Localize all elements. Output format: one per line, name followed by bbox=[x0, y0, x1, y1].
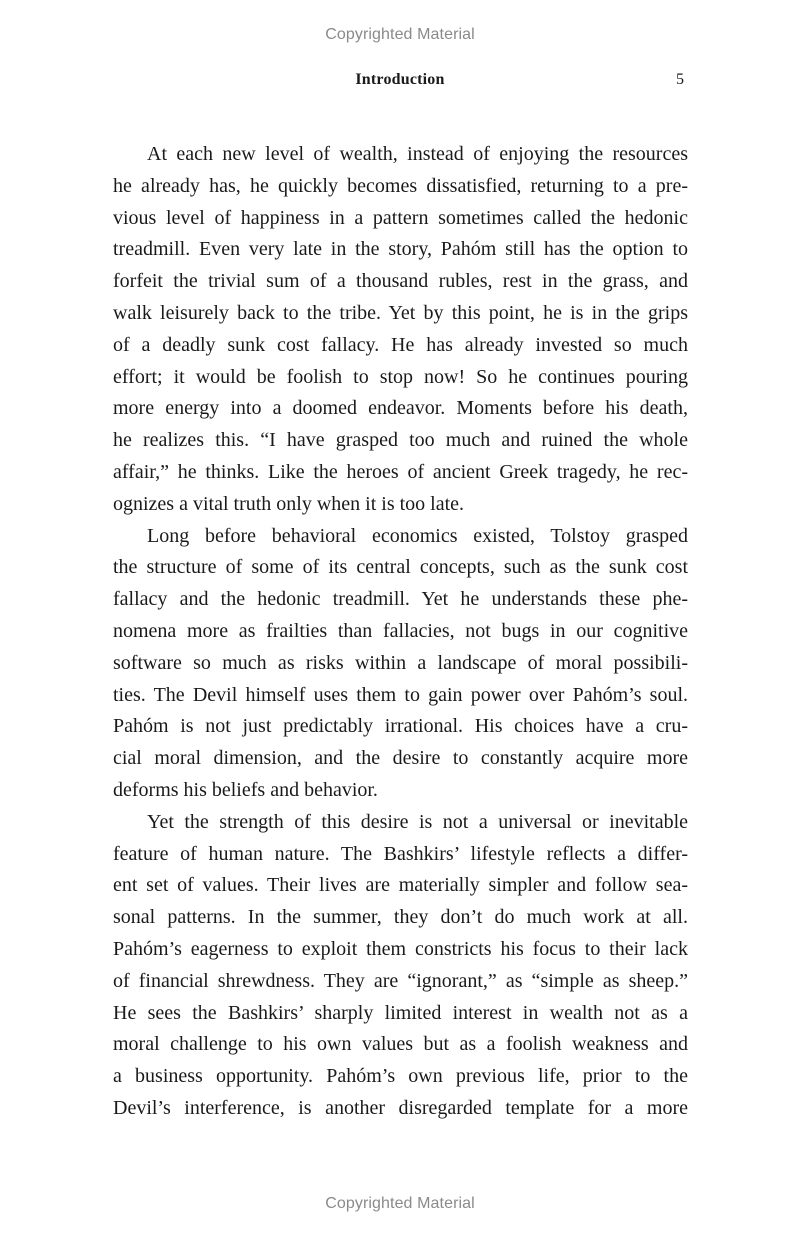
text-line: of financial shrewdness. They are “ignorant,” as “simple as sheep.” bbox=[113, 969, 688, 992]
text-line: feature of human nature. The Bashkirs’ lifestyle reflects a differ- bbox=[113, 842, 688, 865]
paragraph-1 bbox=[113, 139, 688, 521]
text-line: he already has, he quickly becomes dissatisfied, returning to a pre- bbox=[113, 174, 688, 197]
text-line: of a deadly sunk cost fallacy. He has already invested so much bbox=[113, 333, 688, 356]
text-line: the structure of some of its central concepts, such as the sunk cost bbox=[113, 556, 688, 579]
text-line: more energy into a doomed endeavor. Moments before his death, bbox=[113, 397, 688, 420]
text-line: he realizes this. “I have grasped too much and ruined the whole bbox=[113, 429, 688, 452]
text-line: ognizes a vital truth only when it is too late. bbox=[113, 492, 465, 515]
text-line: Yet the strength of this desire is not a universal or inevitable bbox=[147, 810, 688, 833]
paragraph-2 bbox=[113, 521, 688, 807]
text-line: software so much as risks within a landscape of moral possibili- bbox=[113, 651, 688, 674]
text-line: affair,” he thinks. Like the heroes of ancient Greek tragedy, he rec- bbox=[113, 460, 688, 483]
text-line: a business opportunity. Pahóm’s own previous life, prior to the bbox=[113, 1065, 688, 1088]
text-line: Pahóm’s eagerness to exploit them constricts his focus to their lack bbox=[113, 937, 688, 960]
page-number: 5 bbox=[676, 71, 684, 88]
text-line: forfeit the trivial sum of a thousand rubles, rest in the grass, and bbox=[113, 270, 688, 293]
copyright-watermark-top: Copyrighted Material bbox=[325, 26, 475, 43]
running-header bbox=[0, 71, 800, 93]
text-line: sonal patterns. In the summer, they don’t do much work at all. bbox=[113, 906, 688, 929]
text-line: fallacy and the hedonic treadmill. Yet he understands these phe- bbox=[113, 588, 688, 611]
text-line: treadmill. Even very late in the story, Pahóm still has the option to bbox=[113, 238, 688, 261]
text-line: At each new level of wealth, instead of enjoying the resources bbox=[147, 143, 688, 165]
text-line: Pahóm is not just predictably irrational. His choices have a cru- bbox=[113, 715, 688, 738]
text-line: Devil’s interference, is another disregarded template for a more bbox=[113, 1096, 688, 1119]
body-text bbox=[113, 139, 688, 1125]
copyright-watermark-bottom: Copyrighted Material bbox=[325, 1195, 475, 1212]
running-title: Introduction bbox=[355, 71, 445, 88]
text-line: vious level of happiness in a pattern sometimes called the hedonic bbox=[113, 206, 688, 229]
text-line: effort; it would be foolish to stop now! So he continues pouring bbox=[113, 365, 688, 388]
text-line: cial moral dimension, and the desire to constantly acquire more bbox=[113, 747, 688, 770]
text-line: deforms his beliefs and behavior. bbox=[113, 778, 378, 801]
text-line: moral challenge to his own values but as a foolish weakness and bbox=[113, 1033, 688, 1056]
text-line: nomena more as frailties than fallacies, not bugs in our cognitive bbox=[113, 619, 688, 642]
text-line: Long before behavioral economics existed, Tolstoy grasped bbox=[147, 524, 688, 547]
text-line: ent set of values. Their lives are materially simpler and follow sea- bbox=[113, 874, 688, 897]
text-line: walk leisurely back to the tribe. Yet by this point, he is in the grips bbox=[113, 301, 688, 324]
text-line: He sees the Bashkirs’ sharply limited interest in wealth not as a bbox=[113, 1001, 688, 1024]
paragraph-3 bbox=[113, 807, 688, 1125]
text-line: ties. The Devil himself uses them to gain power over Pahóm’s soul. bbox=[113, 683, 688, 706]
